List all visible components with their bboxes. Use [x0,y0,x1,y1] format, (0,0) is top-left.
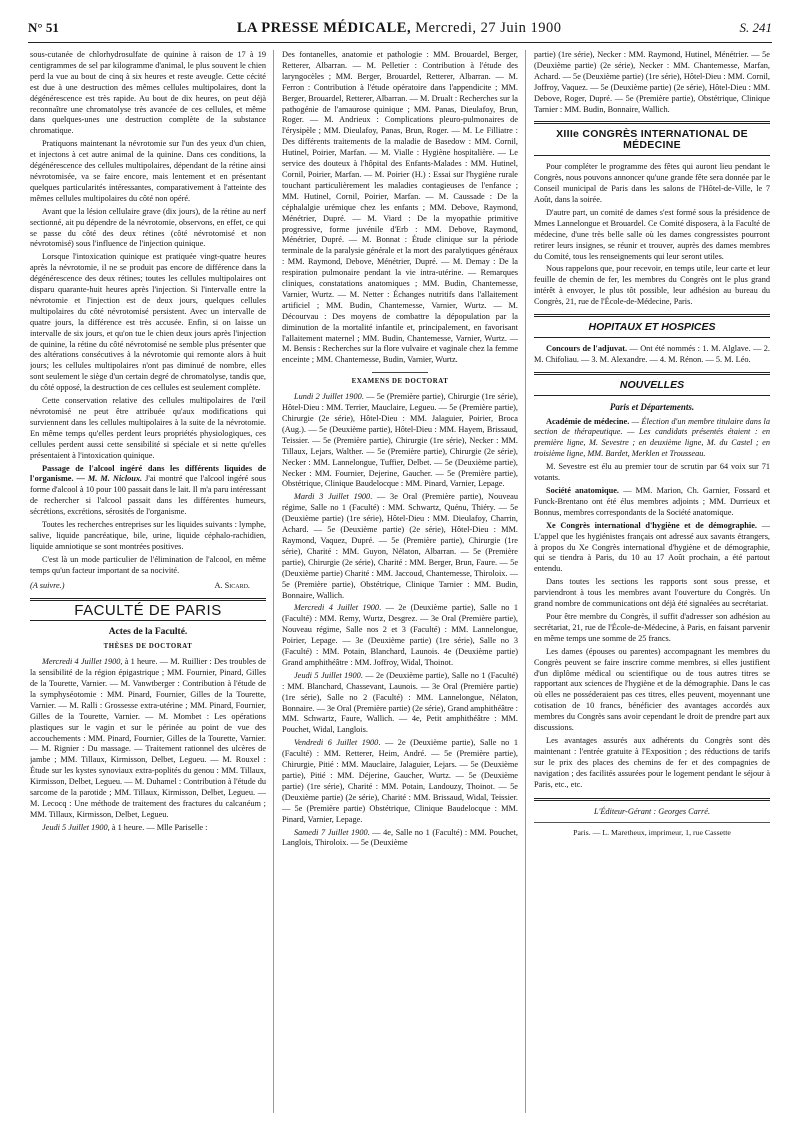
entry-text: . — 4e, Salle no 1 (Faculté) : MM. Pouchet, Langlois, Thiroloix. — 5e (Deuxième [282,827,518,848]
signature-line [30,581,266,592]
paragraph: Toutes les recherches entreprises sur les liquides suivants : lymphe, salive, liquide pancréatique, bile, urine, liquide céphalo-rachidien, liquide amniotique se sont montrées positives. [30,520,266,551]
theses-thursday [30,823,266,834]
entry-text: . — 5e (Première partie), Chirurgie (1re série), Hôtel-Dieu : MM. Terrier, Mauclaire, Legueu. — 5e (Première partie), Chirurgie (2e série), Hôtel-Dieu : MM. Jalaguier, Poirier, Broca (Aug.). — 5e (Deuxième partie), Hôtel-Dieu : MM. Hayem, Brissaud, Teissier. — 5e (Première partie), Chirurgie (1re série), Necker : MM. Tillaux, Lejars, Walther. — 5e (Première partie), Chirurgie (2e série), Necker : MM. Lannelongue, Tuffier, Delbet. — 5e (Deuxième partie), Necker : MM. Fournier, Dejerine, Gaucher. — 5e (Première partie), Obstétrique, Clinique Baudelocque : MM. Pinard, Varnier, Lepage. [282,392,518,489]
issue-number: N° 51 [28,20,59,35]
hopitaux-entry [534,344,770,366]
entry-label: Académie de médecine. [546,416,630,426]
paragraph: D'autre part, un comité de dames s'est formé sous la présidence de Mmes Lannelongue et Brouardel. Ce Comité disposera, à la Faculté de médecine, d'une très belle salle où les dames congressistes pourront retirer leurs insignes, se réunir et trouver, auprès des dames membres du Comité, tous les renseignements qui leur seront utiles. [534,207,770,261]
section-title: XIIIe CONGRÈS INTERNATIONAL DE MÉDECINE [556,128,748,152]
entry-label: Xe Congrès international d'hygiène et de démographie. [546,520,757,530]
section-title: FACULTÉ DE PARIS [74,601,222,619]
page-number: S. 241 [739,20,772,35]
article-title: Passage de l'alcool ingéré dans les différents liquides de l'organisme. [30,463,266,484]
printer-line: Paris. — L. Maretheux, imprimeur, 1, rue Cassette [534,822,770,839]
paragraph: Cette conservation relative des cellules multipolaires de l'œil névrotomisé ne peut être attribuée qu'aux modifications qui surviennent dans les cellules multipolaires à la suite de la névrotomie. En même temps qu'elles perdent leurs propriétés physiologiques, ces cellules perdent aussi cette sensibilité si spéciale et si nette qu'elles présentaient à l'intoxication quinique. [30,396,266,460]
paragraph: Avant que la lésion cellulaire grave (dix jours), de la rétine au nerf sectionné, ait pu dépendre de la névrotomie, observons, en effet, ce qui se passe du côté des deux rétines (côté névrotomisé et non névrotomisé) sous l'influence de l'injection quinique. [30,206,266,249]
paragraph: Pour être membre du Congrès, il suffit d'adresser son adhésion au secrétariat, 21, rue de l'École-de-Médecine, à Paris, en faisant parvenir en même temps une somme de 25 francs. [534,611,770,643]
issue-date: Mercredi, 27 Juin 1900 [411,20,562,36]
divider [534,798,770,801]
article-text: J'ai montré que l'alcool ingéré sous forme d'alcool à 10 pour 100 passait dans le lait. Il m'a paru intéressant de rechercher si l'alcool passait dans les différentes humeurs, sécrétions, excrétions, sérosités de l'organisme. [30,474,266,517]
journal-name: LA PRESSE MÉDICALE, [236,20,412,36]
date-label: Samedi 7 Juillet 1900 [294,827,368,837]
publisher-line: L'Éditeur-Gérant : Georges Carré. [593,807,711,817]
section-title: NOUVELLES [619,378,685,391]
entry-text: . — 2e (Deuxième partie), Salle no 1 (Faculté) : MM. Remy, Wurtz, Desgrez. — 3e Oral (Première partie), Nouveau régime, Salle nos 2 et 3 (Faculté) : MM. Lannelongue, Poirier, Lepage. — 3e (Deuxième partie) (1re série), Salle no 3 (Faculté) : MM. Potain, Blanchard, Launois. 4e (Deuxième partie) Grand amphithéâtre : MM. Joffroy, Widal, Thoinot. [282,603,518,667]
divider [372,372,428,373]
entry-label: Concours de l'adjuvat. [546,343,628,353]
date-label: Vendredi 6 Juillet 1900 [294,738,379,748]
author-signature: A. Sicard. [214,580,250,590]
page-header [28,20,772,43]
section-heading-congres [534,121,770,156]
subsection-heading: EXAMENS DE DOCTORAT [351,378,449,386]
entry-text: — Élection d'un membre titulaire dans la section de thérapeutique. — Les candidats présentés étaient : en première ligne, M. Sevestre ; en deuxième ligne, M. du Castel ; en troisième ligne, MM. Bardet, Merklen et Trousseau. [534,416,770,459]
date-label: Jeudi 5 Juillet 1900 [42,822,108,832]
paragraph: Les dames (épouses ou parentes) accompagnant les membres du Congrès peuvent se faire inscrire comme membres, si elles justifient d'un diplôme médical ou scientifique ou de tous autres titres se rapportant aux sciences de l'hygiène et de la démographie. Dans le cas où elles ne posséderaient pas ces titres, elles peuvent, moyennant une cotisation de 10 francs, bénéficier des avantages accordés aux membres du Congrès sans avoir cependant le droit de prendre part aux discussions. [534,646,770,733]
column-left [30,50,266,1113]
entry-text: . — 3e Oral (Première partie), Nouveau régime, Salle no 1 (Faculté) : MM. Schwartz, Quénu, Thiéry. — 5e (Deuxième partie) (1re série), Hôtel-Dieu : MM. Dieulafoy, Charrin, Achard. — 5e (Deuxième partie) (2e série), Hôtel-Dieu : MM. Raymond, Vaquez, Dupré. — 5e (Première partie), Chirurgie (1re série), Charité : MM. Guyon, Nélaton, Albarran. — 5e (Première partie), Chirurgie (2e série), Charité : MM. Berger, Brun, Faure. — 5e (Deuxième partie) Charité : MM. Jaccoud, Chantemesse, Thiroloix. — 5e (Première partie), Obstétrique, Clinique Tarnier : MM. Budin, Bonnaire, Wallich. [282,492,518,600]
date-label: Jeudi 5 Juillet 1900 [294,670,361,680]
entry-label: Société anatomique. [546,486,620,495]
article-alcool [30,464,266,519]
paragraph: Pour compléter le programme des fêtes qui auront lieu pendant le Congrès, nous pouvons annoncer qu'une grande fête sera donnée par le Conseil municipal de Paris dans les salons de l'Hôtel-de-Ville, le 7 Août, dans la soirée. [534,162,770,204]
theses-wednesday [30,657,266,821]
entry-text: — MM. Marion, Ch. Garnier, Fossard et Funck-Brentano ont été élus membres adjoints ; MM. Durrieux et Bonnus, membres correspondants de la Société anatomique. [534,486,770,517]
exam-thursday [282,671,518,736]
paragraph: Des fontanelles, anatomie et pathologie : MM. Brouardel, Berger, Retterer, Albarran. — M. Pelletier : Contribution à l'étude des laryngocèles ; MM. Berger, Brouardel, Retterer, Albarran. — M. Ferron : Contribution à l'étude opératoire dans l'appendicite ; MM. Berger, Brouardel, Retterer, Albarran. — M. Drualt : Recherches sur la pathogénie de l'amaurose quinique ; MM. Panas, Dieulafoy, Brun, Roger. — M. Andrieux : Complications pleuro-pulmonaires de l'érysipèle ; MM. Dieulafoy, Panas, Brun, Roger. — M. Le Filliatre : Des différents traitements de la maladie de Basedow : MM. Cornil, Hutinel, Poirier, Marfan. — M. Vialle : Hygiène hospitalière. — Le service des douteux à l'hôpital des Enfants-Malades : MM. Hutinel, Cornil, Poirier, Marfan. — M. Poirier (H.) : Essai sur l'hygiène rurale touchant particulièrement les maladies contagieuses de l'enfance ; MM. Hutinel, Cornil, Poirier, Marfan. — M. Caussade : De la céphalalgie urémique chez les enfants ; MM. Debove, Raymond, Ménétrier, Dupré. — M. Viard : De la myopathie primitive progressive, forme juvénile d'Erb : MM. Debove, Raymond, Ménétrier, Dupré. — M. Bonnat : Étude clinique sur la période terminale de la paralysie générale et la mort des paralytiques généraux : MM. Raymond, Debove, Ménétrier, Dupré. — M. Demay : De la respiration pulmonaire pendant la vie intra-utérine. — Remarques cliniques, constatations anatomiques ; MM. Budin, Chantemesse, Varnier, Wurtz. — M. Netter : Échanges nutritifs dans l'allaitement artificiel ; MM. Budin, Chantemesse, Varnier, Wurtz. — M. Décourvau : Des moyens de combattre la dépopulation par la diminution de la mortalité infantile et, principalement, en favorisant l'allaitement maternel ; MM. Budin, Chantemesse, Varnier, Wurtz. — M. Bensis : Recherches sur la flore vulvaire et vaginale chez la femme enceinte ; MM. Chantemesse, Budin, Varnier, Wurtz. [282,50,518,365]
column-divider [525,50,526,1113]
column-middle [282,50,518,1113]
journal-title [237,20,562,37]
paragraph: Les avantages assurés aux adhérents du Congrès sont dès maintenant : l'entrée gratuite à l'Exposition ; des réductions de tarifs sur le prix des places des chemins de fer et des compagnies de navigation ; des facilités assurées pour le logement pendant le séjour à Paris, etc., etc. [534,735,770,789]
paragraph: C'est là un mode particulier de l'élimination de l'alcool, en même temps qu'un facteur important de sa nocivité. [30,554,266,575]
date-label: Lundi 2 Juillet 1900 [294,392,362,402]
subsection-title: Paris et Départements. [609,401,695,412]
paragraph: Dans toutes les sections les rapports sont sous presse, et parviendront à tous les membres avant l'ouverture du Congrès. Un grand nombre de communications ont déjà été signalées au secrétariat. [534,577,770,609]
paragraph: Nous rappelons que, pour recevoir, en temps utile, leur carte et leur feuille de chemin de fer, les membres du Congrès ont le plus grand intérêt à envoyer, le plus tôt possible, leur adhésion au bureau du Congrès, 21, rue de l'École-de-Médecine, Paris. [534,264,770,307]
article-author: — M. M. Nicloux. [73,474,143,484]
paragraph: Lorsque l'intoxication quinique est pratiquée vingt-quatre heures après la névrotomie, il ne se produit pas encore de différence dans la dégénérescence des deux rétines; toutes les cellules multipolaires ont disparu quarante-huit heures après l'injection. Si l'intervalle entre la névrotomie et l'injection est de deux jours, quelques cellules multipolaires du côté névrotomisé persistent. Avec un intervalle de quatre jours, la différence est très accusée. Enfin, si on laisse un intervalle de six jours, et qu'on tue le chien deux jours après l'injection de quinine, la rétine du côté névrotomisé ne semble plus présenter que des altérations consécutives à la névrotomie qui remonte alors à huit jours; les cellules multipolaires n'ont pas diminué de nombre, elles sont seulement le siège d'un certain degré de chromatolyse, tandis que, du côté opposé, la destruction de ces cellules est seulement complète. [30,252,266,393]
column-right [534,50,770,1113]
news-societe [534,486,770,519]
entry-text: . — 2e (Deuxième partie), Salle no 1 (Faculté) : MM. Blanchard, Chassevant, Launois. — 3e Oral (Première partie) (1re série), Salle no 2 (Faculté) : MM. Lannelongue, Nélaton, Bonnaire. — 3e Oral (Première partie) (2e série), Grand amphithéâtre : MM. Schwartz, Faure, Wallich. — 4e, Petit amphithéâtre : MM. Pouchet, Widal, Langlois. [282,670,518,735]
date-label: Mercredi 4 Juillet 1900 [42,657,121,667]
subsection-heading: THÈSES DE DOCTORAT [103,643,193,651]
paragraph: sous-cutanée de chlorhydrosulfate de quinine à raison de 17 à 19 centigrammes de sel par kilogramme d'animal, le plus souvent le chien perd la vue au bout de cinq à six heures et reste aveugle. Cette cécité est due à une destruction des mêmes cellules multipolaires, dont la dégénérescence est très rapide. Au bout de dix heures, on peut déjà reconnaître une chromatolyse très avancée de ces cellules, et même dans quelques-unes une destruction complète de la substance chromatique. [30,50,266,136]
entry-text: , à 1 heure. — Mlle Pariselle : [107,822,208,832]
entry-text: , à 1 heure. — M. Ruillier : Des troubles de la sensibilité de la région épigastrique ; MM. Fournier, Pinard, Gilles de la Tourette, Varnier. — M. Vanwtberger : Contribution à l'étude de la symphyséotomie : MM. Pinard, Fournier, Gilles de la Tourette, Varnier. — M. Ralli : Grossesse extra-utérine ; MM. Pinard, Fournier, Gilles de la Tourette, Varnier. — M. Mombet : Les opérations plastiques sur le vagin et sur le périnée au point de vue des accouchements : MM. Pinard, Fournier, Gilles de la Tourette, Varnier. — M. Rignier : Du massage. — Traitement rationnel des ulcères de jambe ; MM. Tillaux, Kirmisson, Delbet, Legueu. — M. Rouxel : Étude sur les kystes synoviaux extra-poplités du genou : MM. Tillaux, Kirmisson, Delbet, Legueu. — M. Duhamel : Contribution à l'étude du sarcome de la parotide ; MM. Tillaux, Kirmisson, Delbet, Legueu. — M. Lecocq : Une méthode de traitement des fractures du calcanéum ; MM. Tillaux, Kirmisson, Delbet, Legueu. [30,657,266,819]
date-label: Mardi 3 Juillet 1900 [294,492,371,502]
section-title: HOPITAUX ET HOSPICES [588,321,716,334]
paragraph: partie) (1re série), Necker : MM. Raymond, Hutinel, Ménétrier. — 5e (Deuxième partie) (2e série), Necker : MM. Chantemesse, Marfan, Achard. — 5e (Deuxième partie) (1re série), Hôtel-Dieu : MM. Cornil, Joffroy, Vaquez. — 5e (Deuxième partie) (2e série), Hôtel-Dieu : MM. Debove, Roger, Dupré. — 5e (Première partie), Obstétrique, Clinique Tarnier : MM. Budin, Bonnaire, Wallich. [534,50,770,114]
paragraph: M. Sevestre est élu au premier tour de scrutin par 64 voix sur 71 votants. [534,462,770,483]
exam-saturday [282,828,518,850]
news-academie [534,417,770,461]
to-be-continued: (A suivre.) [30,580,65,590]
exam-tuesday [282,492,518,601]
column-divider [273,50,274,1113]
news-hygiene [534,521,770,576]
paragraph: Pratiquons maintenant la névrotomie sur l'un des yeux d'un chien, et injectons à cet autre animal de la quinine. Dans ces conditions, la dégénérescence des cellules multipolaires, dépendant de la rétine ainsi névrotomisée, va se faire encore, mais lentement et en présentant quelques particularités intéressantes, comparativement à l'atteinte des mêmes cellules multipolaires du côté non opéré. [30,139,266,203]
entry-text: — Ont été nommés : 1. M. Alglave. — 2. M. Chifoliau. — 3. M. Alexandre. — 4. M. Rénon. — 5. M. Léo. [534,343,770,364]
subsection-title: Actes de la Faculté. [108,627,188,638]
section-heading-nouvelles [534,372,770,396]
exam-friday [282,738,518,825]
date-label: Mercredi 4 Juillet 1900 [294,603,380,613]
entry-text: — L'appel que les hygiénistes français ont adressé aux savants étrangers, à propos du Xe Congrès international d'hygiène et de démographie, qui se tiendra à Paris, du 10 au 17 Août prochain, a été partout entendu. [534,520,770,574]
section-heading-hopitaux [534,314,770,338]
entry-text: . — 2e (Deuxième partie), Salle no 1 (Faculté) : MM. Retterer, Heim, André. — 5e (Première partie), Chirurgie, Pitié : MM. Mauclaire, Jalaguier, Lejars. — 5e (Deuxième partie), Pitié : MM. Déjerine, Gaucher, Wurtz. — 5e (Deuxième partie) (1re série), Charité : MM. Potain, Landouzy, Thoinot. — 5e (Deuxième partie) (2e série), Charité : MM. Brissaud, Widal, Teissier. — 5e (Première partie) Obstétrique, Clinique Baudelocque : MM. Pinard, Varnier, Lepage. [282,738,518,824]
exam-monday [282,392,518,490]
exam-wednesday [282,603,518,668]
section-heading-faculte [30,598,266,622]
